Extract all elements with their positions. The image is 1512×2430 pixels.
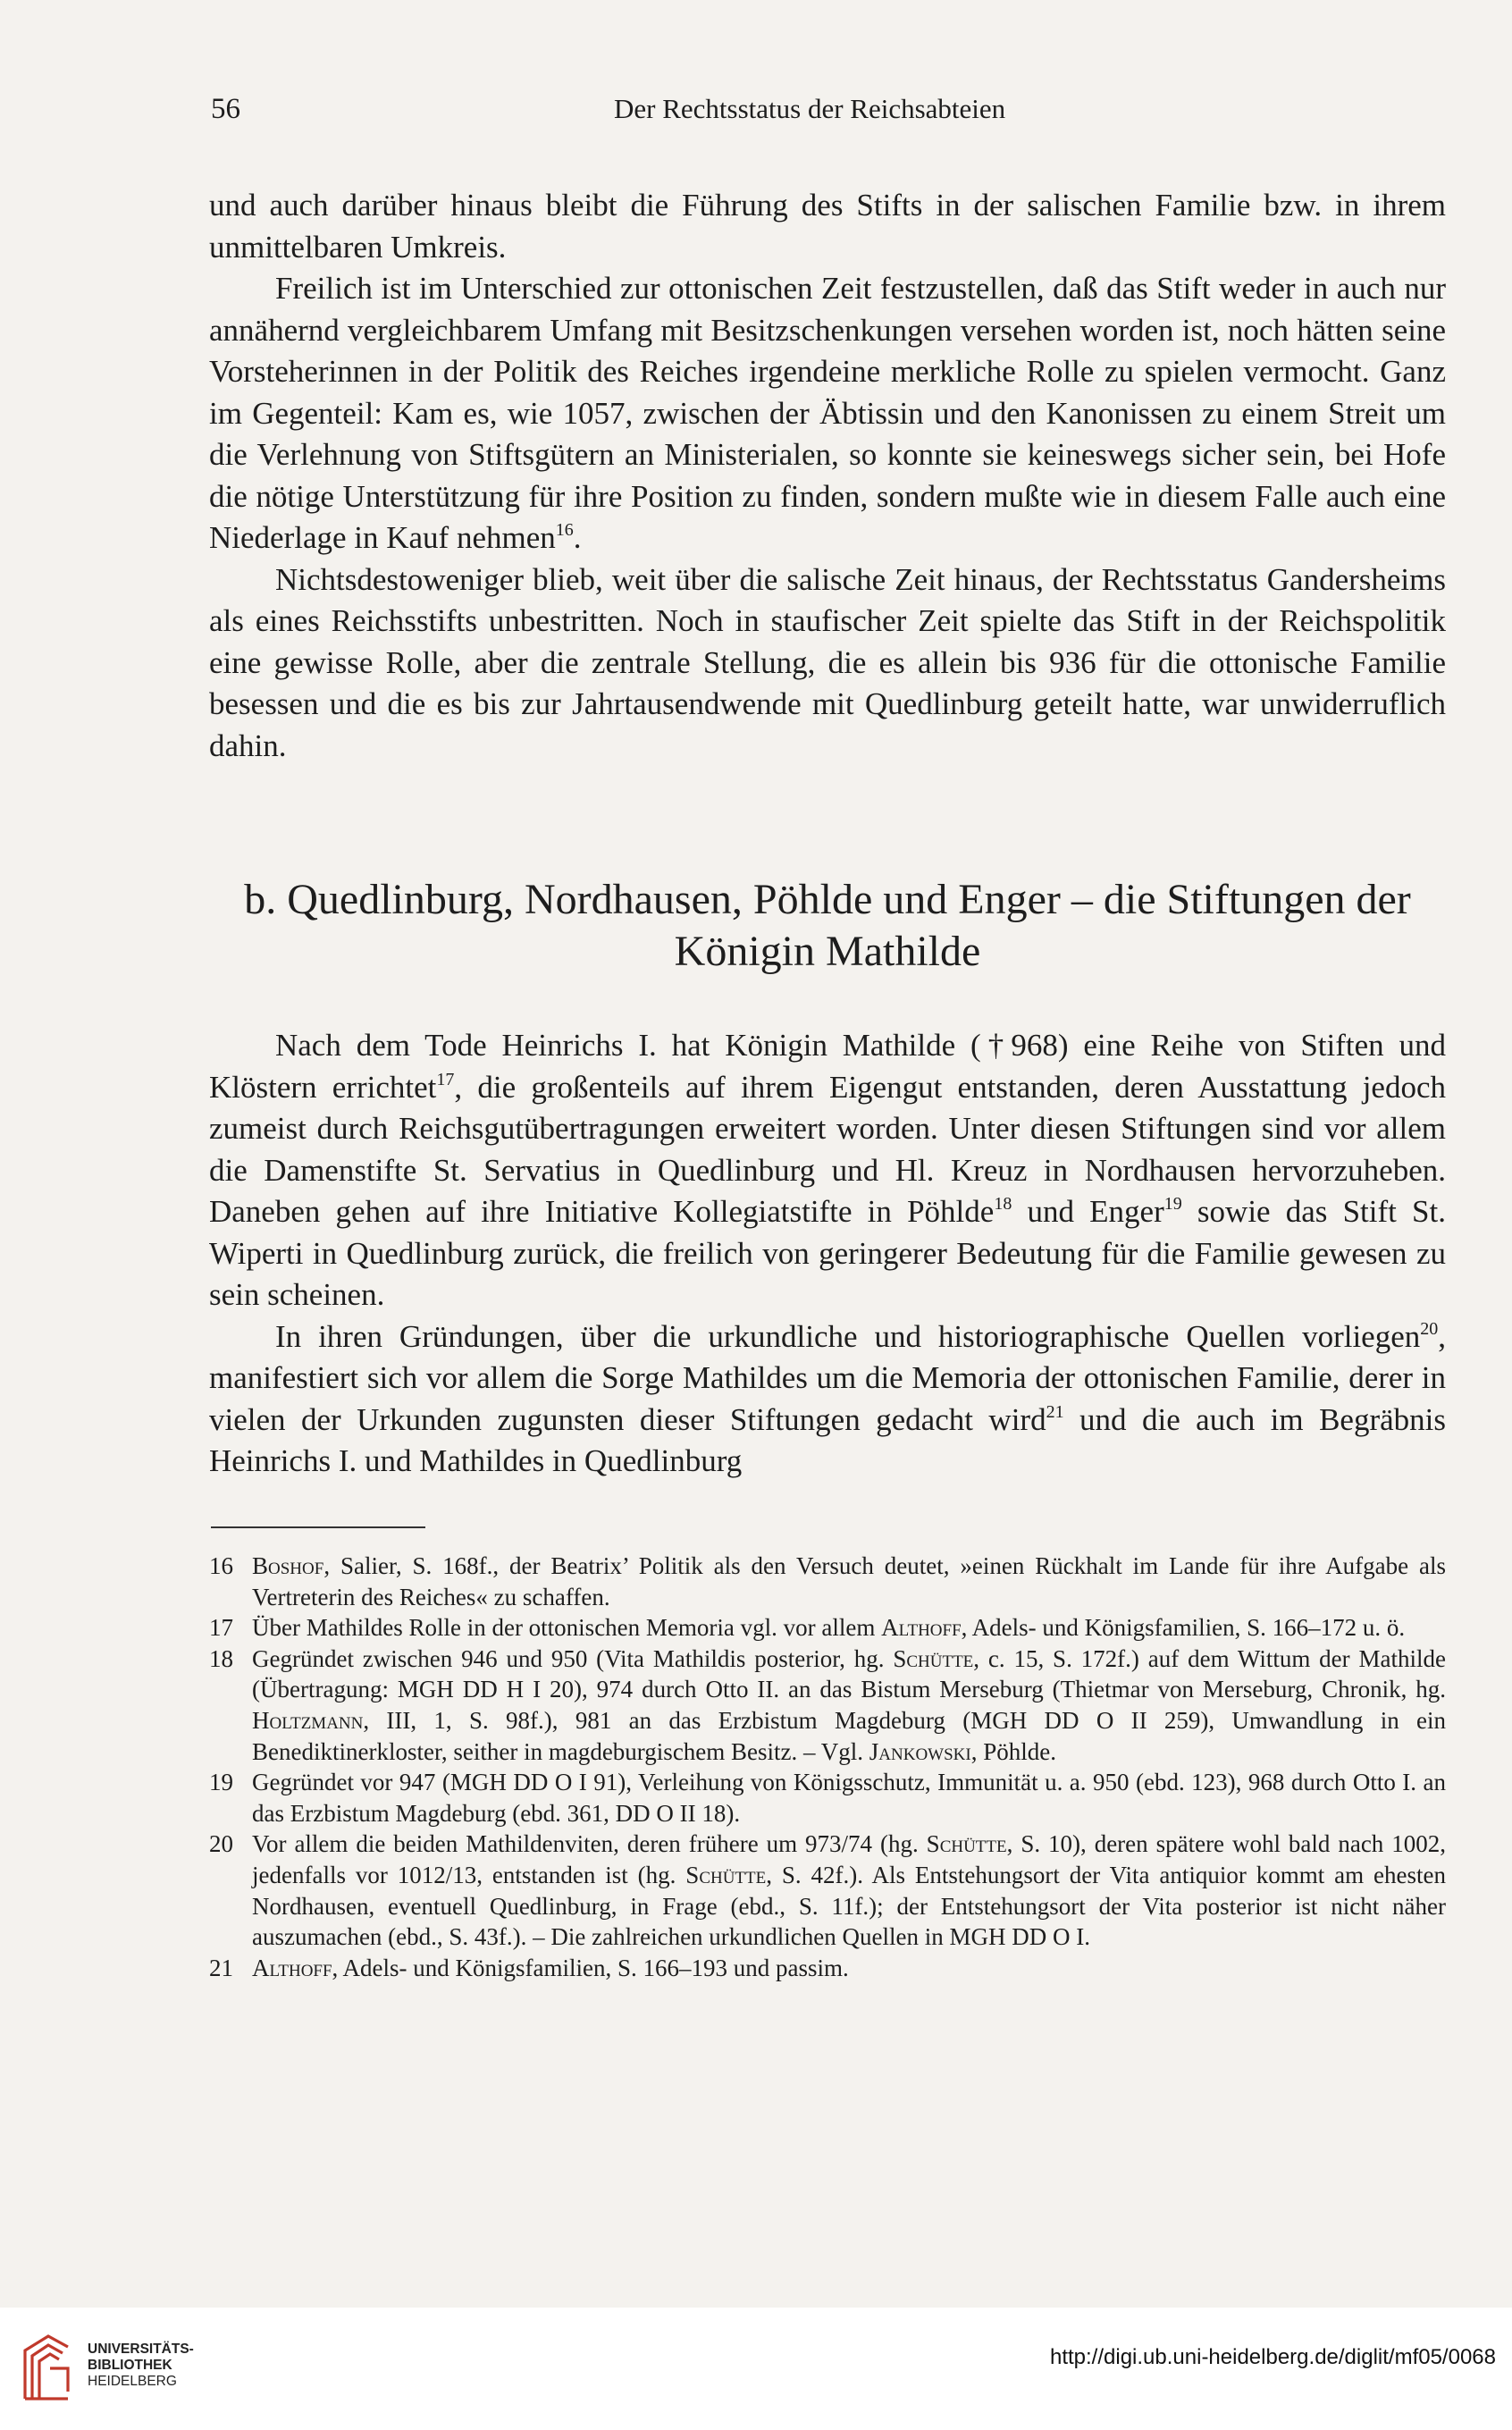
page-header bbox=[207, 93, 1448, 129]
footnote-17 bbox=[209, 1612, 1446, 1644]
author-name: Althoff bbox=[881, 1614, 962, 1642]
footnote-ref-20[interactable]: 20 bbox=[1420, 1318, 1439, 1339]
page-number: 56 bbox=[211, 93, 240, 125]
footnote-text: , S. 10), deren spätere wohl bald nach 1002, jedenfalls vor 1012/13, entstanden ist (hg. bbox=[252, 1830, 1446, 1888]
paragraph-1: und auch darüber hinaus bleibt die Führung des Stifts in der salischen Familie bzw. in ihrem unmittelbaren Umkreis. bbox=[209, 188, 1446, 265]
paragraph-4-text-b: , die großenteils auf ihrem Eigengut entstanden, deren Ausstattung jedoch zumeist durch Reichsgutübertragungen erweitert worden. Unter diesen Stiftungen sind vor allem die Damenstifte St. Servatius in Quedlinburg und Hl. Kreuz in Nordhausen hervorzuheben. Daneben gehen auf ihre Initiative Kollegiatstifte in Pöhlde bbox=[209, 1069, 1447, 1229]
paragraph-5-text-a: In ihren Gründungen, über die urkundliche und historiographische Quellen vorliegen bbox=[275, 1318, 1421, 1354]
footnote-number: 18 bbox=[209, 1644, 233, 1672]
footnote-19 bbox=[209, 1767, 1446, 1829]
paragraph-3: Nichtsdestoweniger blieb, weit über die salische Zeit hinaus, der Rechtsstatus Gandersheims als eines Reichsstifts unbestritten. Noch in staufischer Zeit spielte das Stift in der Reichspolitik eine gewisse Rolle, aber die zentrale Stellung, die es allein bis 936 für die ottonische Familie besessen und die es bis zur Jahrtausendwende mit Quedlinburg geteilt hatte, war unwiderruflich dahin. bbox=[209, 561, 1446, 763]
source-url-link[interactable]: http://digi.ub.uni-heidelberg.de/diglit/mf05/0068 bbox=[1049, 2345, 1496, 2369]
footnote-text: , Adels- und Königsfamilien, S. 166–193 und passim. bbox=[332, 1954, 849, 1981]
footnote-text: Über Mathildes Rolle in der ottonischen Memoria vgl. vor allem bbox=[252, 1614, 882, 1642]
footnote-number: 19 bbox=[209, 1769, 233, 1796]
author-name: Schütte bbox=[893, 1644, 974, 1672]
author-name: Boshof bbox=[252, 1552, 324, 1579]
footnote-ref-17[interactable]: 17 bbox=[436, 1069, 455, 1089]
running-title: Der Rechtsstatus der Reichsabteien bbox=[614, 93, 1006, 124]
ub-heidelberg-logo-icon[interactable] bbox=[18, 2333, 73, 2404]
paragraph-5 bbox=[209, 1316, 1446, 1483]
footnote-21 bbox=[209, 1953, 1446, 1984]
author-name: Jankowski bbox=[869, 1737, 971, 1765]
library-name bbox=[88, 2342, 194, 2390]
author-name: Althoff bbox=[252, 1954, 332, 1981]
paragraph-4-text-a: Nach dem Tode Heinrichs I. hat Königin Mathilde (†968) eine Reihe von Stiften und Klöstern errichtet bbox=[209, 1028, 1446, 1105]
footnote-ref-19[interactable]: 19 bbox=[1163, 1194, 1182, 1214]
footnote-text: , S. 42f.). Als Entstehungsort der Vita antiquior kommt am ehesten Nordhausen, eventuell Quedlinburg, in Frage (ebd., S. 11f.); der Entstehungsort der Vita posterior ist nicht näher auszumachen (ebd., S. 43f.). – Die zahlreichen urkundlichen Quellen in MGH DD O I. bbox=[252, 1861, 1446, 1951]
body-text-upper bbox=[209, 185, 1446, 767]
footnote-ref-21[interactable]: 21 bbox=[1046, 1401, 1064, 1422]
library-line: BIBLIOTHEK bbox=[88, 2358, 172, 2373]
paragraph-2 bbox=[209, 268, 1446, 559]
library-line: UNIVERSITÄTS- bbox=[88, 2342, 194, 2357]
paragraph-5-text-b: , manifestiert sich vor allem die Sorge Mathildes um die Memoria der ottonischen Familie, derer in vielen der Urkunden zugunsten dieser Stiftungen gedacht wird bbox=[209, 1318, 1446, 1437]
footnote-number: 17 bbox=[209, 1614, 233, 1642]
footnote-text: , Pöhlde. bbox=[970, 1737, 1056, 1765]
footnote-text: Gegründet zwischen 946 und 950 (Vita Mathildis posterior, hg. bbox=[252, 1644, 894, 1672]
footnote-number: 16 bbox=[209, 1552, 233, 1579]
footnote-text: Gegründet vor 947 (MGH DD O I 91), Verleihung von Königsschutz, Immunität u. a. 950 (ebd. 123), 968 durch Otto I. an das Erzbistum Magdeburg (ebd. 361, DD O II 18). bbox=[252, 1769, 1446, 1827]
paragraph-2-text: Freilich ist im Unterschied zur ottonischen Zeit festzustellen, daß das Stift weder in auch nur annähernd vergleichbarem Umfang mit Besitzschenkungen versehen worden ist, noch hätten seine Vorsteherinnen in der Politik des Reiches irgendeine merkliche Rolle zu spielen vermocht. Ganz im Gegenteil: Kam es, wie 1057, zwischen der Äbtissin und den Kanonissen zu einem Streit um die Verlehnung von Stiftsgütern an Ministerialen, so konnte sie keineswegs sicher sein, bei Hofe die nötige Unterstützung für ihre Position zu finden, sondern mußte wie in diesem Falle auch eine Niederlage in Kauf nehmen bbox=[209, 271, 1446, 555]
paragraph-5-text-c: und die auch im Begräbnis Heinrichs I. und Mathildes in Quedlinburg bbox=[209, 1401, 1446, 1478]
footnote-20 bbox=[209, 1829, 1446, 1952]
footnotes bbox=[209, 1551, 1446, 1983]
paragraph-4-text-c: und Enger bbox=[1012, 1194, 1164, 1229]
footnote-18 bbox=[209, 1644, 1446, 1767]
author-name: Schütte bbox=[685, 1861, 767, 1888]
footnote-text: , III, 1, S. 98f.), 981 an das Erzbistum Magdeburg (MGH DD O II 259), Umwandlung in ein Benediktinerkloster, seither in magdeburgischem Besitz. – Vgl. bbox=[252, 1706, 1446, 1765]
library-line: HEIDELBERG bbox=[88, 2374, 177, 2389]
author-name: Holtzmann bbox=[252, 1706, 364, 1734]
footnote-text: Vor allem die beiden Mathildenviten, deren frühere um 973/74 (hg. bbox=[252, 1830, 927, 1858]
section-heading: b. Quedlinburg, Nordhausen, Pöhlde und Enger – die Stiftungen der Königin Mathilde bbox=[244, 876, 1411, 975]
body-text-lower bbox=[209, 1025, 1446, 1483]
footnote-ref-16[interactable]: 16 bbox=[555, 520, 574, 540]
footnote-number: 20 bbox=[209, 1830, 233, 1858]
footnote-text: , Salier, S. 168f., der Beatrix’ Politik als den Versuch deutet, »einen Rückhalt im Lande für ihre Aufgabe als Vertreterin des Reiches« zu schaffen. bbox=[252, 1552, 1446, 1610]
paragraph-2-end: . bbox=[573, 520, 582, 555]
author-name: Schütte bbox=[926, 1830, 1007, 1858]
paragraph-4 bbox=[209, 1025, 1446, 1316]
footnote-divider bbox=[211, 1526, 425, 1528]
footnote-text: , c. 15, S. 172f.) auf dem Wittum der Mathilde (Übertragung: MGH DD H I 20), 974 durch Otto II. an das Bistum Merseburg (Thietmar von Merseburg, Chronik, hg. bbox=[252, 1644, 1446, 1703]
footnote-16 bbox=[209, 1551, 1446, 1612]
footnote-number: 21 bbox=[209, 1954, 233, 1981]
footnote-text: , Adels- und Königsfamilien, S. 166–172 u. ö. bbox=[961, 1614, 1406, 1642]
paragraph-4-text-d: sowie das Stift St. Wiperti in Quedlinburg zurück, die freilich von geringerer Bedeutung für die Familie gewesen zu sein scheinen. bbox=[209, 1194, 1446, 1312]
footnote-ref-18[interactable]: 18 bbox=[994, 1194, 1012, 1214]
